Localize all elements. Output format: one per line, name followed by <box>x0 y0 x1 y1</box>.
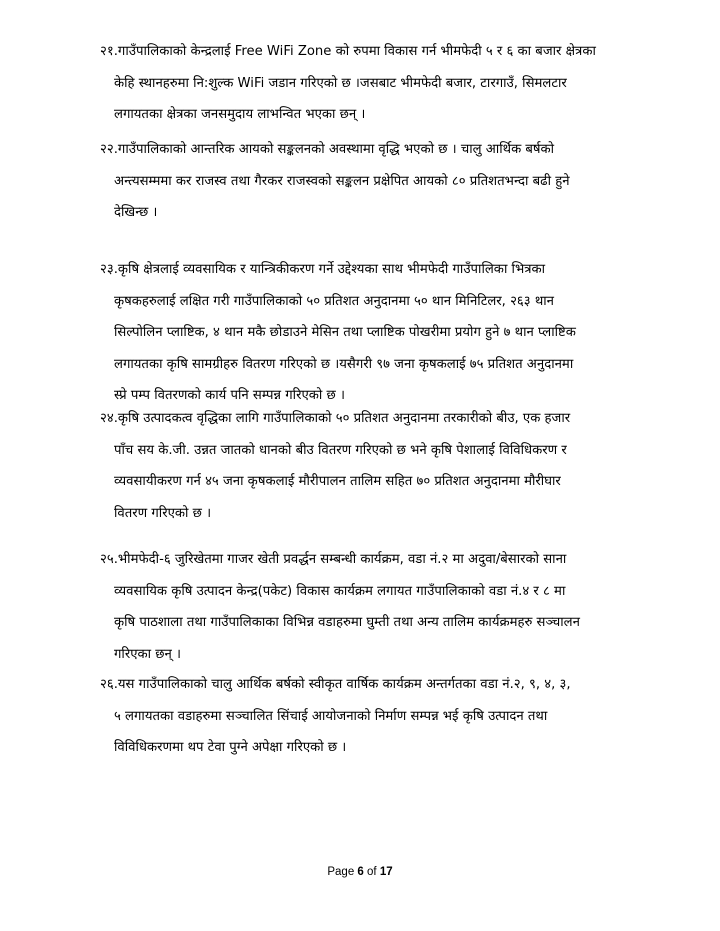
paragraph-line: पाँच सय के.जी. उन्नत जातको धानको बीउ वितरण गरिएको छ भने कृषि पेशालाई विविधिकरण र <box>114 442 567 458</box>
paragraph-line: गरिएका छन् । <box>114 646 182 662</box>
paragraph-line: केहि स्थानहरुमा नि:शुल्क WiFi जडान गरिएको छ ।जसबाट भीमफेदी बजार, टारगाउँ, सिमलटार <box>114 75 567 91</box>
paragraph-line: व्यवसायिक कृषि उत्पादन केन्द्र(पकेट) विकास कार्यक्रम लगायत गाउँपालिकाको वडा नं.४ र ८ मा <box>114 583 566 599</box>
page-number-total: 17 <box>379 866 393 878</box>
paragraph-line: २४.कृषि उत्पादकत्व वृद्धिका लागि गाउँपालिकाको ५० प्रतिशत अनुदानमा तरकारीको बीउ, एक हजार <box>100 411 571 426</box>
paragraph-line: कृषकहरुलाई लक्षित गरी गाउँपालिकाको ५० प्रतिशत अनुदानमा ५० थान मिनिटिलर, २६३ थान <box>114 293 554 309</box>
paragraph-line: विविधिकरणमा थप टेवा पुग्ने अपेक्षा गरिएको छ । <box>114 740 347 755</box>
paragraph-23 <box>100 254 680 412</box>
page-label: Page <box>327 866 355 878</box>
page-footer <box>0 866 720 878</box>
page-number-current: 6 <box>357 866 364 878</box>
paragraph-line: २२.गाउँपालिकाको आन्तरिक आयको सङ्कलनको अवस्थामा वृद्धि भएको छ । चालु आर्थिक बर्षको <box>100 142 555 157</box>
paragraph-24 <box>100 403 680 529</box>
paragraph-22 <box>100 134 680 229</box>
paragraph-line: देखिन्छ । <box>114 205 158 220</box>
paragraph-line: स्प्रे पम्प वितरणको कार्य पनि सम्पन्न गरिएको छ । <box>114 388 345 403</box>
paragraph-line: २१.गाउँपालिकाको केन्द्रलाई Free WiFi Zone को रुपमा विकास गर्न भीमफेदी ५ र ६ का बजार क्षेत्रका <box>100 44 596 59</box>
paragraph-21 <box>100 36 680 131</box>
paragraph-line: लगायतका क्षेत्रका जनसमुदाय लाभन्वित भएका छन् । <box>114 107 366 122</box>
paragraph-line: लगायतका कृषि सामग्रीहरु वितरण गरिएको छ ।यसैगरी ९७ जना कृषकलाई ७५ प्रतिशत अनुदानमा <box>114 356 574 372</box>
paragraph-line: २५.भीमफेदी-६ जुरिखेतमा गाजर खेती प्रवर्द्धन सम्बन्धी कार्यक्रम, वडा नं.२ मा अदुवा/बेसारको साना <box>100 552 567 567</box>
paragraph-line: वितरण गरिएको छ । <box>114 505 212 521</box>
paragraph-line: व्यवसायीकरण गर्न ४५ जना कृषकलाई मौरीपालन तालिम सहित ७० प्रतिशत अनुदानमा मौरीघार <box>114 474 561 489</box>
page-of-label: of <box>367 866 377 878</box>
paragraph-line: २६.यस गाउँपालिकाको चालु आर्थिक बर्षको स्वीकृत वार्षिक कार्यक्रम अन्तर्गतका वडा नं.२, ९, ४, ३, <box>100 677 571 692</box>
paragraph-26 <box>100 669 680 764</box>
paragraph-line: कृषि पाठशाला तथा गाउँपालिकाका विभिन्न वडाहरुमा घुम्ती तथा अन्य तालिम कार्यक्रमहरु सञ्चालन <box>114 615 580 630</box>
paragraph-25 <box>100 544 680 670</box>
paragraph-line: सिल्पोलिन प्लाष्टिक, ४ थान मकै छोडाउने मेसिन तथा प्लाष्टिक पोखरीमा प्रयोग हुने ७ थान प्लाष्टिक <box>114 325 576 340</box>
paragraph-line: ५ लगायतका वडाहरुमा सञ्चालित सिंचाई आयोजनाको निर्माण सम्पन्न भई कृषि उत्पादन तथा <box>114 708 548 724</box>
paragraph-line: अन्त्यसम्ममा कर राजस्व तथा गैरकर राजस्वको सङ्कलन प्रक्षेपित आयको ८० प्रतिशतभन्दा बढी हुने <box>114 173 570 189</box>
paragraph-line: २३.कृषि क्षेत्रलाई व्यवसायिक र यान्त्रिकीकरण गर्ने उद्देश्यका साथ भीमफेदी गाउँपालिका भित्रका <box>100 262 546 277</box>
